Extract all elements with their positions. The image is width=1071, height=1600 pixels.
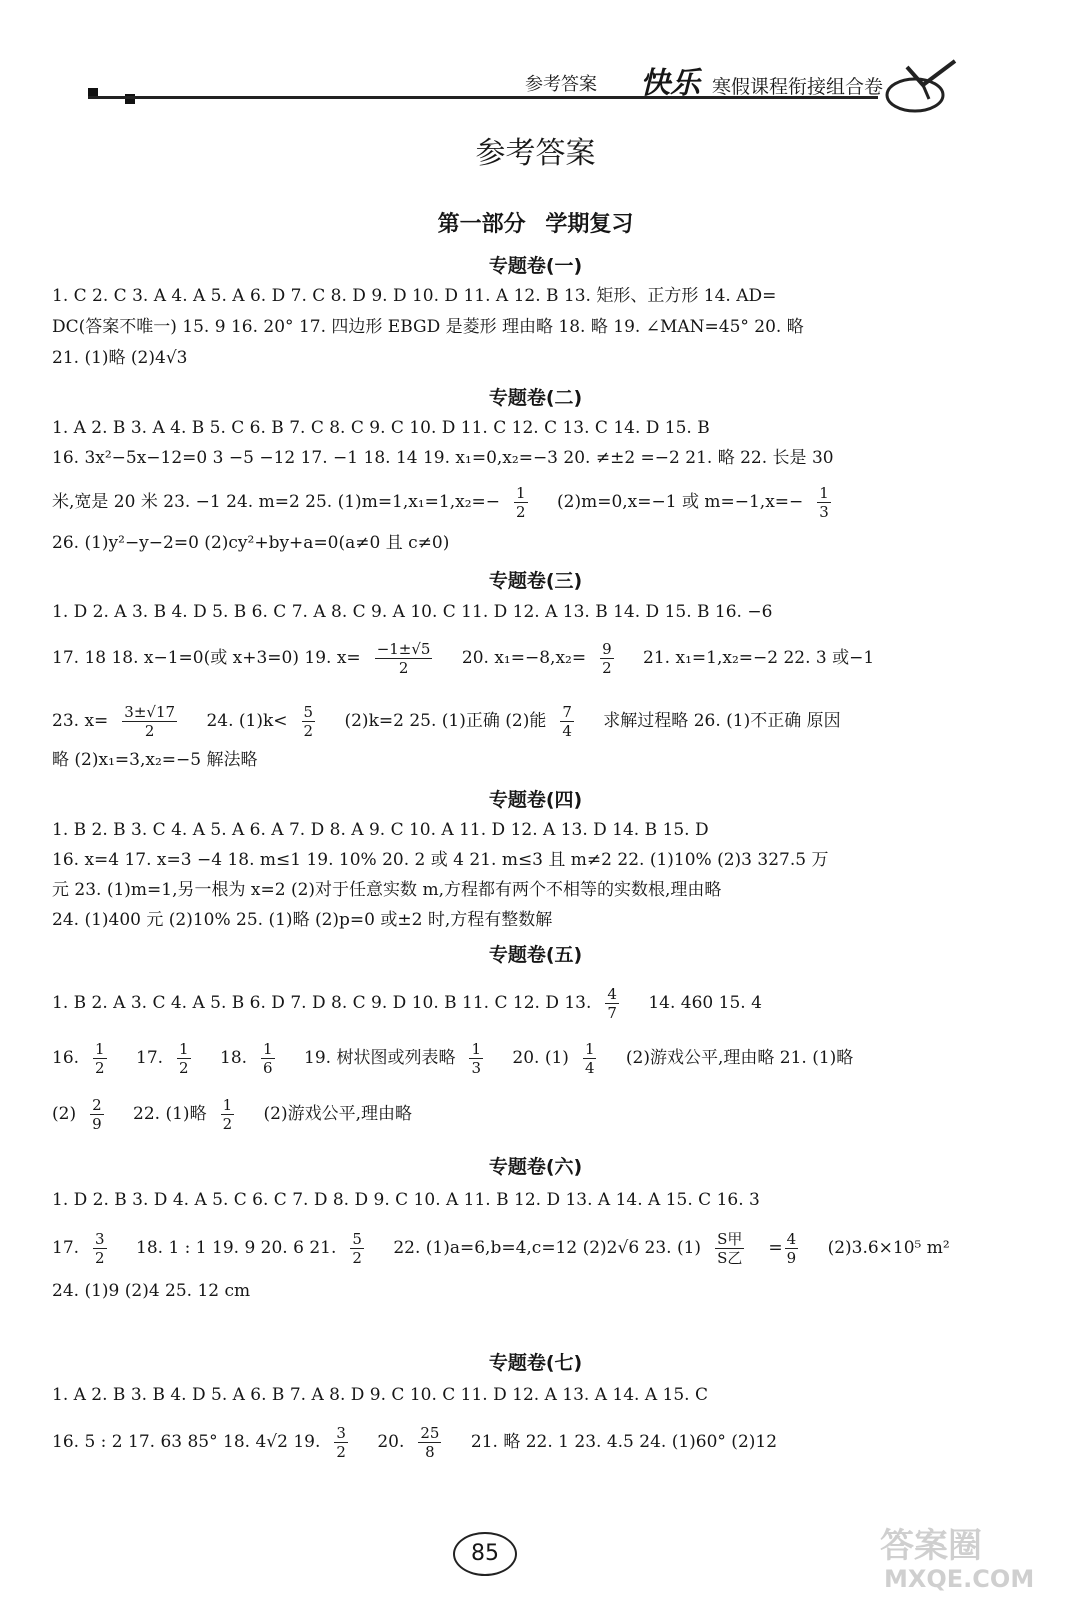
denominator: 2 bbox=[144, 722, 155, 740]
watermark-url: MXQE.COM bbox=[884, 1565, 1035, 1593]
section-title: 专题卷(七) bbox=[488, 1352, 583, 1374]
answer-line bbox=[52, 703, 1031, 740]
numerator: 5 bbox=[303, 703, 314, 721]
answer-line: 16. x=4 17. x=3 −4 18. m≤1 19. 10% 20. 2 或 4 21. m≤3 且 m≠2 22. (1)10% (2)3 327.5 万 bbox=[52, 850, 829, 870]
section-title: 专题卷(六) bbox=[488, 1156, 583, 1178]
answer-text: 23. x= bbox=[52, 711, 109, 731]
page-title: 参考答案 bbox=[475, 136, 596, 171]
answer-text: 21. x₁=1,x₂=−2 22. 3 或−1 bbox=[643, 648, 875, 668]
denominator: 4 bbox=[584, 1059, 595, 1077]
answer-text: 米,宽是 20 米 23. −1 24. m=2 25. (1)m=1,x₁=1,x₂=− bbox=[52, 492, 501, 512]
numerator: 4 bbox=[786, 1230, 797, 1248]
answer-text: 18. 1 : 1 19. 9 20. 6 21. bbox=[136, 1238, 337, 1258]
answer-line: DC(答案不唯一) 15. 9 16. 20° 17. 四边形 EBGD 是菱形 理由略 18. 略 19. ∠MAN=45° 20. 略 bbox=[52, 317, 804, 337]
answer-line: 1. C 2. C 3. A 4. A 5. A 6. D 7. C 8. D 9. D 10. D 11. A 12. B 13. 矩形、正方形 14. AD= bbox=[52, 286, 777, 306]
numerator: 1 bbox=[179, 1040, 189, 1058]
watermark-text: 答案圈 bbox=[880, 1526, 982, 1566]
denominator: 2 bbox=[303, 722, 314, 740]
denominator: 3 bbox=[471, 1059, 481, 1077]
numerator: 1 bbox=[222, 1096, 233, 1114]
answer-line: 1. A 2. B 3. A 4. B 5. C 6. B 7. C 8. C 9. C 10. D 11. C 12. C 13. C 14. D 15. B bbox=[52, 418, 710, 438]
header-brand: 快乐 bbox=[640, 66, 700, 101]
answer-line: 21. (1)略 (2)4√3 bbox=[52, 348, 188, 368]
denominator: 9 bbox=[786, 1249, 797, 1267]
denominator: 7 bbox=[607, 1004, 617, 1022]
denominator: 2 bbox=[179, 1059, 189, 1077]
section-title: 专题卷(五) bbox=[488, 944, 583, 966]
answer-line bbox=[52, 640, 1031, 677]
answer-line: 1. A 2. B 3. B 4. D 5. A 6. B 7. A 8. D 9. C 10. C 11. D 12. A 13. A 14. A 15. C bbox=[52, 1385, 708, 1405]
fraction bbox=[122, 703, 189, 740]
fraction bbox=[93, 1230, 119, 1267]
denominator: 2 bbox=[95, 1249, 105, 1267]
fraction bbox=[93, 1040, 119, 1077]
fraction bbox=[817, 484, 843, 521]
answer-line: 16. 3x²−5x−12=0 3 −5 −12 17. −1 18. 14 19. x₁=0,x₂=−3 20. ≠±2 =−2 21. 略 22. 长是 30 bbox=[52, 448, 834, 468]
numerator: 1 bbox=[95, 1040, 105, 1058]
fraction bbox=[334, 1424, 360, 1461]
fraction bbox=[715, 1230, 756, 1267]
numerator: 2 bbox=[92, 1096, 102, 1114]
fraction bbox=[785, 1230, 811, 1267]
denominator: 4 bbox=[562, 722, 572, 740]
numerator: −1±√5 bbox=[376, 640, 431, 658]
fraction bbox=[177, 1040, 203, 1077]
answer-line: 1. B 2. B 3. C 4. A 5. A 6. A 7. D 8. A 9. C 10. A 11. D 12. A 13. D 14. B 15. D bbox=[52, 820, 709, 840]
fraction bbox=[350, 1230, 376, 1267]
fraction bbox=[418, 1424, 453, 1461]
answer-line: 略 (2)x₁=3,x₂=−5 解法略 bbox=[52, 750, 258, 770]
denominator: 2 bbox=[352, 1249, 362, 1267]
denominator: 8 bbox=[425, 1443, 435, 1461]
answer-text: (2) bbox=[52, 1104, 77, 1124]
section-title: 专题卷(四) bbox=[488, 789, 583, 811]
section-title: 专题卷(一) bbox=[488, 255, 583, 277]
numerator: S甲 bbox=[717, 1230, 743, 1248]
answer-text: (2)游戏公平,理由略 bbox=[263, 1104, 413, 1124]
answer-text: 17. bbox=[52, 1238, 80, 1258]
fraction bbox=[261, 1040, 287, 1077]
numerator: 1 bbox=[819, 484, 829, 502]
numerator: 25 bbox=[420, 1424, 440, 1442]
answer-line bbox=[52, 484, 1031, 521]
fraction bbox=[469, 1040, 495, 1077]
page-number: 85 bbox=[453, 1532, 517, 1576]
answer-line: 17. $\frac{3}{2}$ 18. 1 : 1 19. 9 20. 6 21. $\frac{5}{2}$ 22. (1)a=6,b=4,c=12 (2)2√6 23. (1) $\frac{\text{S甲}}{\text{S乙}}$ = $\frac{4}{9}$ (2)3.6×10⁵ m² bbox=[52, 1230, 950, 1267]
answer-text: 求解过程略 26. (1)不正确 原因 bbox=[603, 711, 841, 731]
header-series-title: 寒假课程衔接组合卷 bbox=[712, 76, 884, 98]
section-title: 专题卷(二) bbox=[488, 387, 583, 409]
answer-line bbox=[52, 1096, 1031, 1133]
answer-line: 24. (1)9 (2)4 25. 12 cm bbox=[52, 1281, 251, 1301]
denominator: 2 bbox=[336, 1443, 346, 1461]
answer-line bbox=[52, 1040, 1031, 1077]
answer-text: 20. (1) bbox=[512, 1048, 569, 1068]
numerator: 3±√17 bbox=[124, 703, 176, 721]
answer-text: 16. bbox=[52, 1048, 80, 1068]
denominator: 2 bbox=[222, 1115, 233, 1133]
answer-line: 1. D 2. A 3. B 4. D 5. B 6. C 7. A 8. C 9. A 10. C 11. D 12. A 13. B 14. D 15. B 16. −6 bbox=[52, 602, 773, 622]
answer-text: (2)3.6×10⁵ m² bbox=[827, 1238, 950, 1258]
numerator: 1 bbox=[584, 1040, 595, 1058]
fraction bbox=[514, 484, 540, 521]
answer-text: 17. 18 18. x−1=0(或 x+3=0) 19. x= bbox=[52, 648, 361, 668]
denominator: 2 bbox=[516, 503, 526, 521]
numerator: 9 bbox=[602, 640, 612, 658]
numerator: 3 bbox=[336, 1424, 346, 1442]
fraction bbox=[221, 1096, 247, 1133]
answer-text: 20. bbox=[377, 1432, 405, 1452]
numerator: 5 bbox=[352, 1230, 362, 1248]
denominator: 2 bbox=[602, 659, 612, 677]
answer-text: 24. (1)k< bbox=[206, 711, 288, 731]
part-heading: 第一部分 学期复习 bbox=[437, 212, 634, 237]
section-title: 专题卷(三) bbox=[488, 570, 583, 592]
denominator: S乙 bbox=[717, 1249, 743, 1267]
header-ref-label: 参考答案 bbox=[525, 74, 597, 95]
fraction bbox=[375, 640, 445, 677]
answer-text: 20. x₁=−8,x₂= bbox=[461, 648, 587, 668]
denominator: 6 bbox=[263, 1059, 273, 1077]
numerator: 1 bbox=[516, 484, 526, 502]
answer-text: 1. B 2. A 3. C 4. A 5. B 6. D 7. D 8. C 9. D 10. B 11. C 12. D 13. bbox=[52, 993, 592, 1013]
answer-line bbox=[52, 1424, 1031, 1461]
answer-text: 16. 5 : 2 17. 63 85° 18. 4√2 19. bbox=[52, 1432, 321, 1452]
watermark-logo bbox=[870, 1515, 1050, 1595]
page-header bbox=[0, 0, 1071, 112]
answer-text: 19. 树状图或列表略 bbox=[304, 1048, 456, 1068]
answer-text: (2)游戏公平,理由略 21. (1)略 bbox=[625, 1048, 854, 1068]
denominator: 9 bbox=[92, 1115, 102, 1133]
answer-text: 14. 460 15. 4 bbox=[648, 993, 762, 1013]
answer-line: 24. (1)400 元 (2)10% 25. (1)略 (2)p=0 或±2 时,方程有整数解 bbox=[52, 910, 553, 930]
numerator: 7 bbox=[562, 703, 572, 721]
numerator: 3 bbox=[95, 1230, 105, 1248]
answer-text: 22. (1)略 bbox=[133, 1104, 207, 1124]
answer-line bbox=[52, 985, 1031, 1022]
answer-line: 26. (1)y²−y−2=0 (2)cy²+by+a=0(a≠0 且 c≠0) bbox=[52, 533, 450, 553]
answer-text: 21. 略 22. 1 23. 4.5 24. (1)60° (2)12 bbox=[470, 1432, 778, 1452]
answer-text: (2)k=2 25. (1)正确 (2)能 bbox=[344, 711, 547, 731]
fraction bbox=[90, 1096, 116, 1133]
book-logo-icon bbox=[885, 55, 960, 115]
fraction bbox=[302, 703, 328, 740]
fraction bbox=[583, 1040, 609, 1077]
answer-line: 1. D 2. B 3. D 4. A 5. C 6. C 7. D 8. D 9. C 10. A 11. B 12. D 13. A 14. A 15. C 16. 3 bbox=[52, 1190, 760, 1210]
denominator: 2 bbox=[398, 659, 409, 677]
fraction bbox=[605, 985, 631, 1022]
fraction bbox=[600, 640, 626, 677]
answer-text: 18. bbox=[220, 1048, 248, 1068]
answer-text: 22. (1)a=6,b=4,c=12 (2)2√6 23. (1) bbox=[393, 1238, 702, 1258]
answer-line: 元 23. (1)m=1,另一根为 x=2 (2)对于任意实数 m,方程都有两个不相等的实数根,理由略 bbox=[52, 880, 722, 900]
numerator: 1 bbox=[263, 1040, 273, 1058]
denominator: 3 bbox=[819, 503, 829, 521]
fraction bbox=[560, 703, 586, 740]
numerator: 1 bbox=[471, 1040, 481, 1058]
answer-text: (2)m=0,x=−1 或 m=−1,x=− bbox=[557, 492, 804, 512]
answer-text: 17. bbox=[136, 1048, 164, 1068]
numerator: 4 bbox=[607, 985, 617, 1003]
denominator: 2 bbox=[95, 1059, 105, 1077]
